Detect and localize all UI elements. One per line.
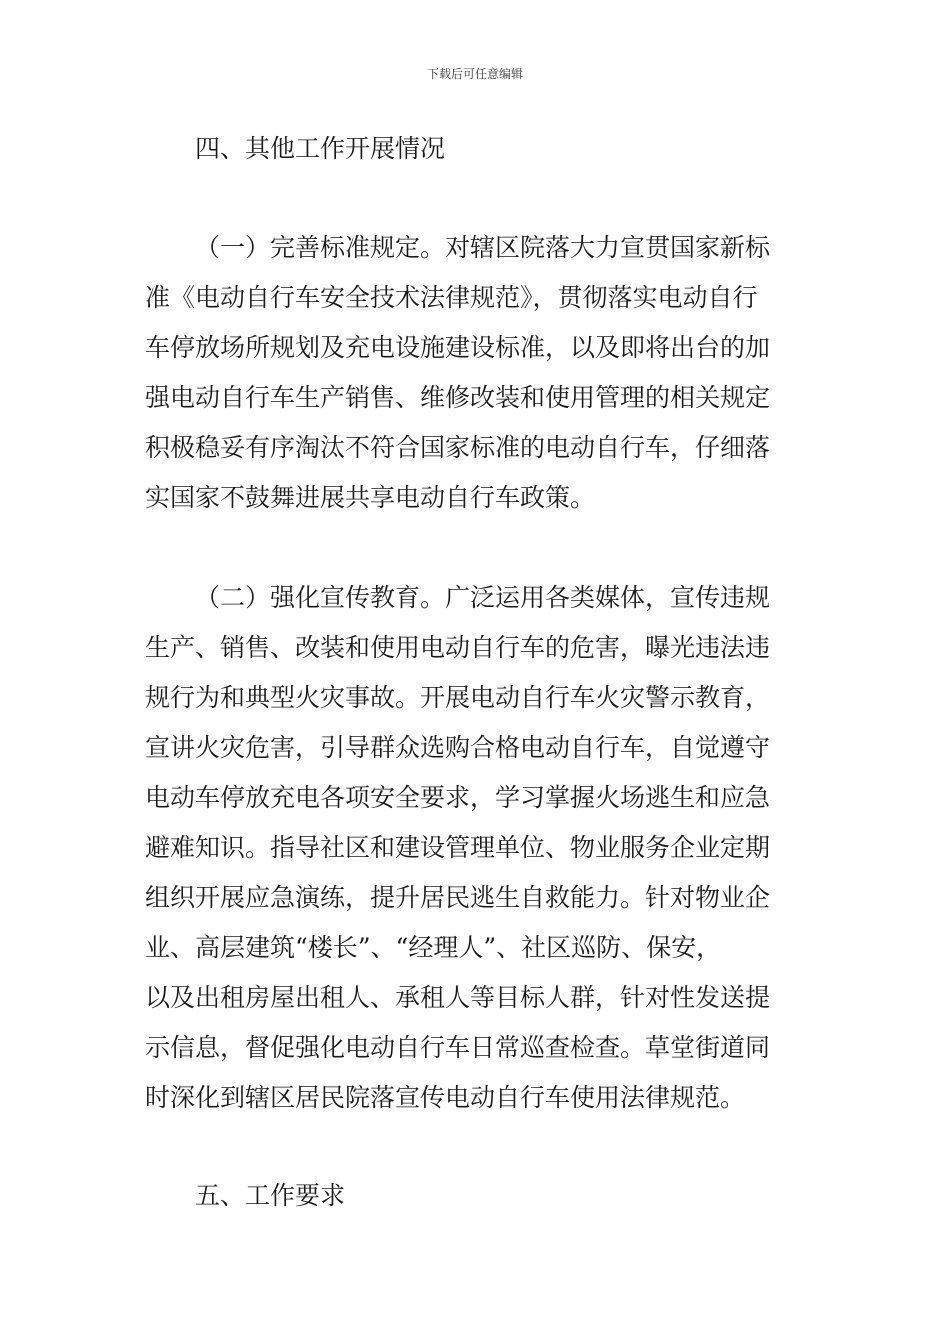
- paragraph-line: （二）强化宣传教育。广泛运用各类媒体，宣传违规: [195, 583, 771, 612]
- paragraph-standards: [145, 223, 805, 523]
- paragraph-line: （一）完善标准规定。对辖区院落大力宣贯国家新标: [195, 233, 771, 262]
- paragraph-line: 以及出租房屋出租人、承租人等目标人群，针对性发送提: [145, 983, 771, 1012]
- paragraph-line: 实国家不鼓舞进展共享电动自行车政策。: [145, 483, 596, 512]
- paragraph-line: 电动车停放充电各项安全要求，学习掌握火场逃生和应急: [145, 783, 771, 812]
- paragraph-line: 宣讲火灾危害，引导群众选购合格电动自行车，自觉遵守: [145, 733, 771, 762]
- paragraph-line: 生产、销售、改装和使用电动自行车的危害，曝光违法违: [145, 633, 771, 662]
- paragraph-line: 业、高层建筑“楼长”、“经理人”、社区巡防、保安，: [145, 933, 722, 962]
- paragraph-line: 准《电动自行车安全技术法律规范》，贯彻落实电动自行: [145, 283, 758, 312]
- section-heading-5: 五、工作要求: [195, 1181, 346, 1210]
- paragraph-line: 示信息，督促强化电动自行车日常巡查检查。草堂街道同: [145, 1033, 771, 1062]
- paragraph-line: 强电动自行车生产销售、维修改装和使用管理的相关规定: [145, 383, 771, 412]
- paragraph-line: 积极稳妥有序淘汰不符合国家标准的电动自行车，仔细落: [145, 433, 771, 462]
- paragraph-publicity: [145, 573, 805, 1123]
- paragraph-line: 规行为和典型火灾事故。开展电动自行车火灾警示教育，: [145, 683, 771, 712]
- paragraph-line: 时深化到辖区居民院落宣传电动自行车使用法律规范。: [145, 1083, 746, 1112]
- paragraph-line: 组织开展应急演练，提升居民逃生自救能力。针对物业企: [145, 883, 771, 912]
- section-heading-4: 四、其他工作开展情况: [195, 134, 446, 163]
- header-note: 下载后可任意编辑: [426, 67, 523, 81]
- paragraph-line: 车停放场所规划及充电设施建设标准，以及即将出台的加: [145, 333, 771, 362]
- paragraph-line: 避难知识。指导社区和建设管理单位、物业服务企业定期: [145, 833, 771, 862]
